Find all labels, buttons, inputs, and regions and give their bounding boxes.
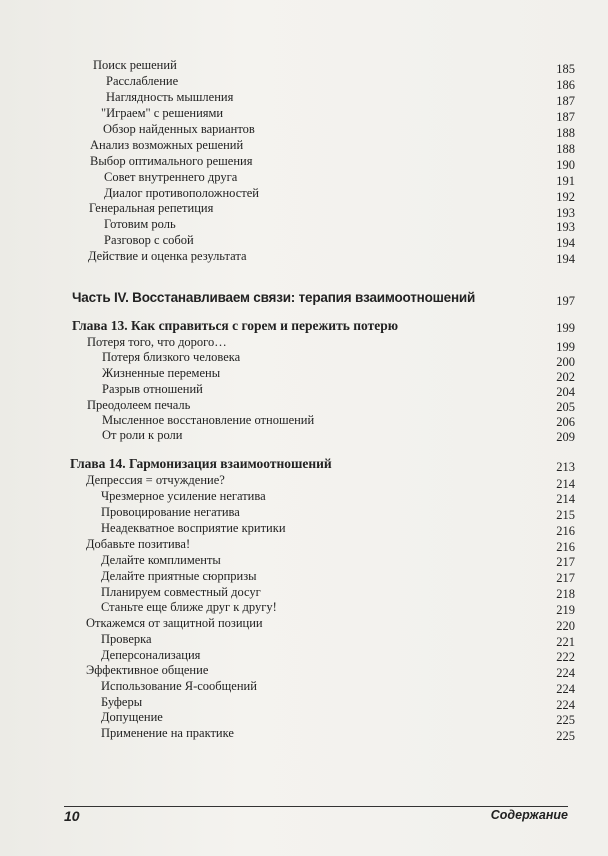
toc-entry-page: 218 [556, 587, 575, 601]
toc-entry-page: 200 [556, 355, 575, 369]
toc-entry-page: 204 [556, 385, 575, 399]
toc-entry-title: Использование Я-сообщений [101, 679, 257, 693]
toc-entry-title: Проверка [101, 632, 152, 646]
toc-entry-page: 187 [556, 94, 575, 108]
toc-entry-page: 225 [556, 713, 575, 727]
toc-entry-page: 193 [556, 220, 575, 234]
toc-entry-title: Поиск решений [93, 58, 177, 72]
toc-entry-page: 186 [556, 78, 575, 92]
toc-entry-page: 217 [556, 571, 575, 585]
toc-entry-title: Совет внутреннего друга [104, 170, 238, 184]
toc-entry-title: Расслабление [106, 74, 179, 88]
toc-entry-title: Потеря того, что дорого… [87, 335, 227, 349]
toc-entry-page: 193 [556, 206, 575, 220]
toc-entry-page: 215 [556, 508, 575, 522]
toc-entry-page: 224 [556, 682, 575, 696]
toc-entry-page: 217 [556, 555, 575, 569]
toc-entry-page: 197 [556, 294, 575, 308]
toc-entry-page: 214 [556, 492, 575, 506]
toc-entry-page: 194 [556, 236, 575, 250]
toc-entry-title: Наглядность мышления [106, 90, 234, 104]
toc-entry-page: 194 [556, 252, 575, 266]
toc-entry-page: 221 [556, 635, 575, 649]
toc-entry-page: 224 [556, 698, 575, 712]
toc-entry-title: "Играем" с решениями [101, 106, 224, 120]
toc-entry-page: 224 [556, 666, 575, 680]
toc-entry-title: Обзор найденных вариантов [103, 122, 255, 136]
toc-entry-title: Провоцирование негатива [101, 505, 240, 519]
toc-entry-title: Планируем совместный досуг [101, 585, 261, 599]
footer-rule [64, 806, 568, 807]
toc-entry-title: Мысленное восстановление отношений [102, 413, 315, 427]
toc-entry-title: Эффективное общение [86, 663, 209, 677]
toc-entry-page: 213 [556, 460, 575, 474]
toc-entry-page: 191 [556, 174, 575, 188]
toc-entry-title: Чрезмерное усиление негатива [101, 489, 266, 503]
toc-entry-title: Неадекватное восприятие критики [101, 521, 286, 535]
toc-entry-page: 206 [556, 415, 575, 429]
toc-entry-title: Откажемся от защитной позиции [86, 616, 263, 630]
toc-entry-page: 216 [556, 524, 575, 538]
toc-entry-page: 220 [556, 619, 575, 633]
toc-entry-title: От роли к роли [102, 428, 183, 442]
toc-entry-title: Допущение [101, 710, 163, 724]
toc-entry-title: Разрыв отношений [102, 382, 203, 396]
toc-entry-title: Жизненные перемены [102, 366, 221, 380]
toc-entry-title: Добавьте позитива! [86, 537, 191, 551]
toc-entry-page: 222 [556, 650, 575, 664]
toc-entry-title: Деперсонализация [101, 648, 201, 662]
toc-entry-page: 216 [556, 540, 575, 554]
footer-section-title: Содержание [490, 808, 568, 822]
toc-entry-title: Депрессия = отчуждение? [86, 473, 225, 487]
toc-entry-title: Делайте приятные сюрпризы [101, 569, 257, 583]
toc-entry-title: Станьте еще ближе друг к другу! [101, 600, 277, 614]
footer-page-number: 10 [64, 808, 80, 824]
toc-entry-page: 199 [556, 321, 575, 335]
toc-entry-title: Буферы [101, 695, 143, 709]
toc-entry-title: Преодолеем печаль [87, 398, 191, 412]
toc-entry-title: Потеря близкого человека [102, 350, 241, 364]
toc-entry-title: Готовим роль [104, 217, 176, 231]
toc-entry-title: Диалог противоположностей [104, 186, 259, 200]
toc-entry-page: 190 [556, 158, 575, 172]
toc-entry-page: 202 [556, 370, 575, 384]
toc-entry-page: 199 [556, 340, 575, 354]
toc-entry-page: 188 [556, 142, 575, 156]
toc-entry-title: Выбор оптимального решения [90, 154, 253, 168]
toc-entry-page: 205 [556, 400, 575, 414]
toc-entry-page: 185 [556, 62, 575, 76]
toc-entry-title: Анализ возможных решений [90, 138, 244, 152]
toc-entry-page: 214 [556, 477, 575, 491]
toc-entry-title: Разговор с собой [104, 233, 194, 247]
toc-entry-title: Делайте комплименты [101, 553, 221, 567]
toc-entry-page: 188 [556, 126, 575, 140]
toc-entry-title: Применение на практике [101, 726, 234, 740]
toc-entry-page: 219 [556, 603, 575, 617]
toc-entry-page: 187 [556, 110, 575, 124]
toc-entry-page: 209 [556, 430, 575, 444]
toc-part-title: Часть IV. Восстанавливаем связи: терапия взаимоотношений [72, 290, 476, 305]
toc-entry-title: Действие и оценка результата [88, 249, 247, 263]
toc-chapter-title: Глава 14. Гармонизация взаимоотношений [70, 456, 332, 471]
toc-entry-title: Генеральная репетиция [89, 201, 214, 215]
toc-entry-page: 225 [556, 729, 575, 743]
toc-entry-page: 192 [556, 190, 575, 204]
toc-chapter-title: Глава 13. Как справиться с горем и пережить потерю [72, 318, 399, 333]
